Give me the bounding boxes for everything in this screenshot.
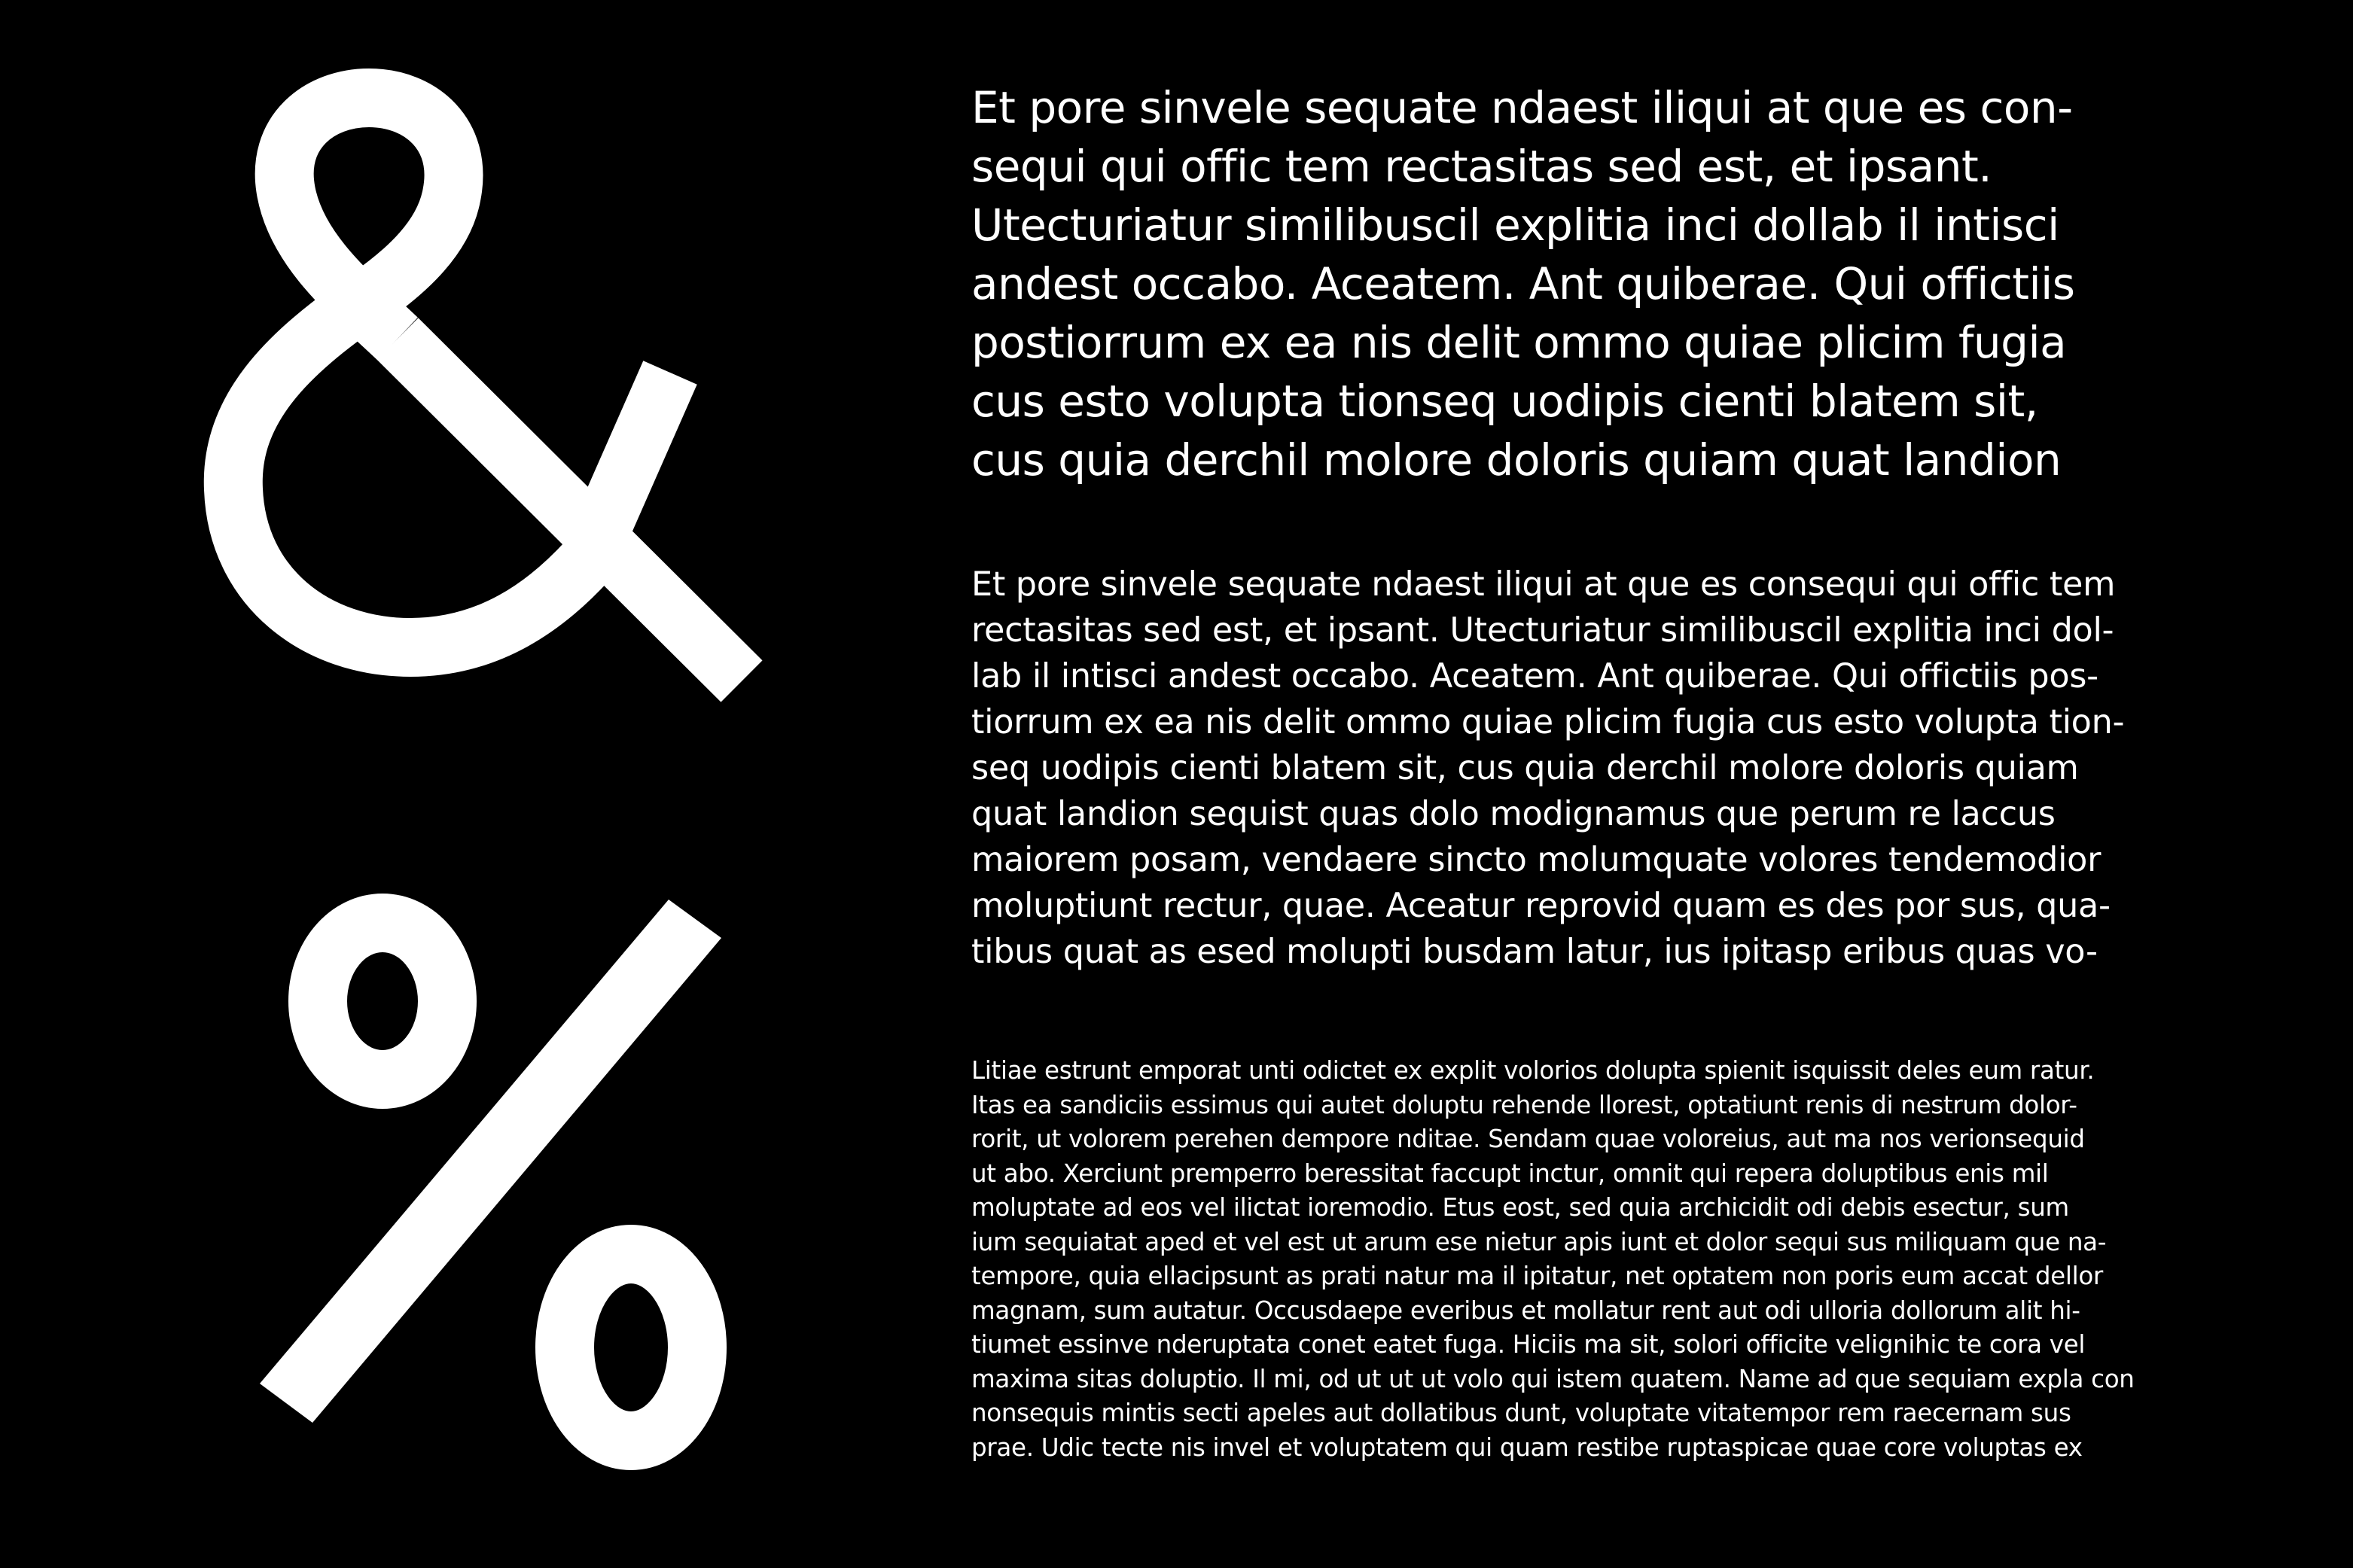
text-line: quat landion sequist quas dolo modignamus que perum re laccus bbox=[971, 795, 2056, 833]
text-line: prae. Udic tecte nis invel et voluptatem qui quam restibe ruptaspicae quae core voluptas ex bbox=[971, 1433, 2083, 1462]
text-block-medium bbox=[971, 562, 2266, 975]
text-line: cus esto volupta tionseq uodipis cienti blatem sit, bbox=[971, 376, 2038, 427]
text-line: lab il intisci andest occabo. Aceatem. Ant quiberae. Qui offictiis pos- bbox=[971, 657, 2098, 696]
text-line: ium sequiatat aped et vel est ut arum ese nietur apis iunt et dolor sequi sus miliquam que na- bbox=[971, 1227, 2107, 1256]
text-line: Itas ea sandiciis essimus qui autet doluptu rehende llorest, optatiunt renis di nestrum dolor- bbox=[971, 1090, 2077, 1119]
text-line: tibus quat as esed molupti busdam latur, ius ipitasp eribus quas vo- bbox=[971, 933, 2098, 971]
text-line: Et pore sinvele sequate ndaest iliqui at que es consequi qui offic tem bbox=[971, 565, 2116, 604]
text-line: moluptate ad eos vel ilictat ioremodio. Etus eost, sed quia archicidit odi debis esectur, sum bbox=[971, 1193, 2069, 1222]
text-line: Et pore sinvele sequate ndaest iliqui at que es con- bbox=[971, 82, 2073, 133]
text-line: magnam, sum autatur. Occusdaepe everibus et mollatur rent aut odi ulloria dollorum alit hi- bbox=[971, 1296, 2080, 1325]
text-line: moluptiunt rectur, quae. Aceatur reprovid quam es des por sus, qua- bbox=[971, 887, 2111, 925]
percent-glyph bbox=[260, 900, 721, 1441]
text-line: nonsequis mintis secti apeles aut dollatibus dunt, voluptate vitatempor rem raecernam sus bbox=[971, 1399, 2071, 1427]
text-line: sequi qui offic tem rectasitas sed est, et ipsant. bbox=[971, 141, 1992, 192]
specimen-text-column bbox=[971, 0, 2266, 1568]
percent-lower-circle bbox=[565, 1254, 697, 1441]
text-line: tiorrum ex ea nis delit ommo quiae plicim fugia cus esto volupta tion- bbox=[971, 703, 2125, 741]
percent-upper-circle bbox=[318, 923, 447, 1079]
text-line: tempore, quia ellacipsunt as prati natur ma il ipitatur, net optatem non poris eum accat dellor bbox=[971, 1262, 2103, 1290]
text-line: tiumet essinve nderuptata conet eatet fuga. Hiciis ma sit, solori officite velignihic te cora vel bbox=[971, 1330, 2086, 1359]
text-line: maiorem posam, vendaere sincto molumquate volores tendemodior bbox=[971, 841, 2102, 879]
text-block-small bbox=[971, 1054, 2266, 1465]
text-line: rectasitas sed est, et ipsant. Utecturiatur similibuscil explitia inci dol- bbox=[971, 611, 2114, 650]
text-line: ut abo. Xerciunt premperro beressitat faccupt inctur, omnit qui repera doluptibus enis mil bbox=[971, 1158, 2049, 1188]
display-glyphs bbox=[0, 0, 904, 1568]
text-line: postiorrum ex ea nis delit ommo quiae plicim fugia bbox=[971, 317, 2067, 368]
display-glyphs-canvas bbox=[0, 0, 904, 1568]
text-line: cus quia derchil molore doloris quiam quat landion bbox=[971, 434, 2062, 486]
text-line: Litiae estrunt emporat unti odictet ex explit volorios dolupta spienit isquissit deles eum ratur. bbox=[971, 1056, 2095, 1085]
text-block-large bbox=[971, 78, 2266, 489]
text-line: andest occabo. Aceatem. Ant quiberae. Qui offictiis bbox=[971, 258, 2075, 309]
text-line: maxima sitas doluptio. Il mi, od ut ut ut volo qui istem quatem. Name ad que sequiam expla con bbox=[971, 1364, 2135, 1393]
text-line: seq uodipis cienti blatem sit, cus quia derchil molore doloris quiam bbox=[971, 749, 2079, 787]
text-line: Utecturiatur similibuscil explitia inci dollab il intisci bbox=[971, 199, 2059, 251]
ampersand-right-arm bbox=[587, 373, 670, 561]
ampersand-glyph bbox=[233, 98, 742, 681]
text-line: rorit, ut volorem perehen dempore nditae. Sendam quae voloreius, aut ma nos verionsequid bbox=[971, 1125, 2085, 1153]
